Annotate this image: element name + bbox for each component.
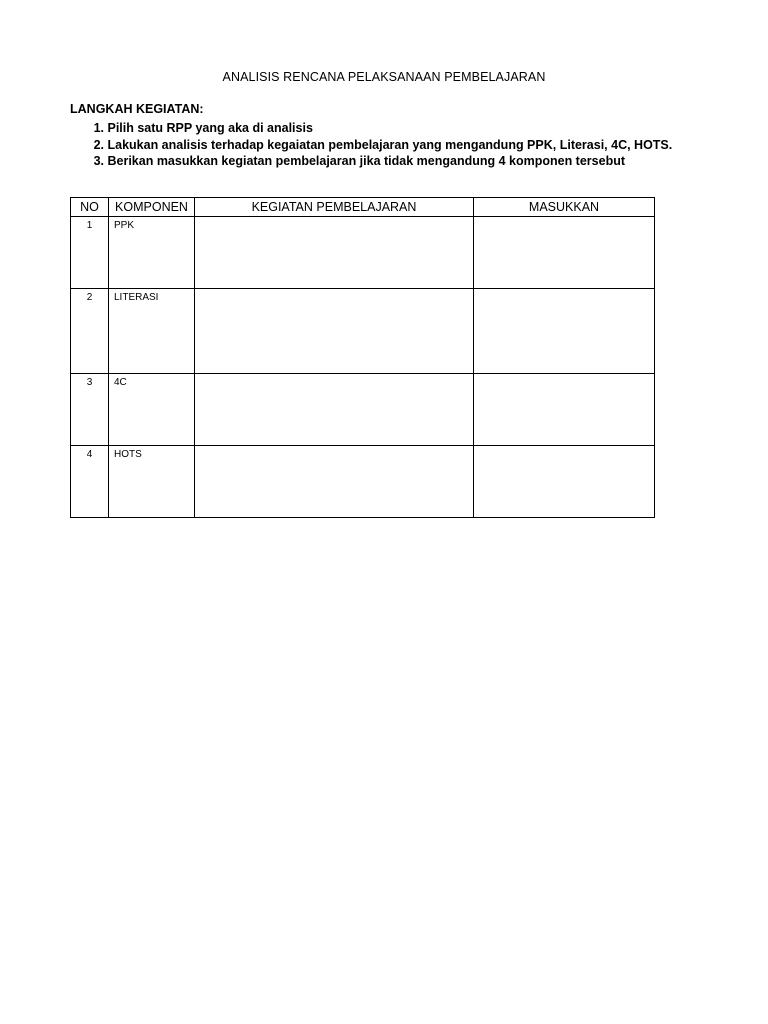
step-item bbox=[70, 137, 672, 154]
row-masukkan-cell[interactable] bbox=[474, 374, 655, 446]
header-kegiatan: KEGIATAN PEMBELAJARAN bbox=[195, 198, 474, 217]
table-header-row bbox=[71, 198, 655, 217]
step-number: 3. bbox=[93, 154, 104, 168]
row-komponen: PPK bbox=[109, 217, 195, 289]
step-number: 1. bbox=[93, 121, 104, 135]
row-no: 3 bbox=[71, 374, 109, 446]
row-masukkan-cell[interactable] bbox=[474, 446, 655, 518]
step-text: Lakukan analisis terhadap kegaiatan pembelajaran yang mengandung PPK, Literasi, 4C, HOTS. bbox=[107, 137, 673, 152]
row-no: 4 bbox=[71, 446, 109, 518]
header-komponen: KOMPONEN bbox=[109, 198, 195, 217]
step-text: Pilih satu RPP yang aka di analisis bbox=[107, 121, 313, 135]
steps-heading: LANGKAH KEGIATAN: bbox=[70, 102, 204, 116]
row-kegiatan-cell[interactable] bbox=[195, 374, 474, 446]
step-text: Berikan masukkan kegiatan pembelajaran jika tidak mengandung 4 komponen tersebut bbox=[107, 154, 626, 168]
row-no: 1 bbox=[71, 217, 109, 289]
header-masukkan: MASUKKAN bbox=[474, 198, 655, 217]
table-row bbox=[71, 446, 655, 518]
row-kegiatan-cell[interactable] bbox=[195, 446, 474, 518]
step-number: 2. bbox=[93, 137, 104, 152]
document-title: ANALISIS RENCANA PELAKSANAAN PEMBELAJARAN bbox=[222, 70, 546, 84]
row-komponen: HOTS bbox=[109, 446, 195, 518]
table-row bbox=[71, 217, 655, 289]
row-masukkan-cell[interactable] bbox=[474, 217, 655, 289]
steps-list bbox=[70, 120, 672, 170]
row-komponen: LITERASI bbox=[109, 289, 195, 374]
table-row bbox=[71, 289, 655, 374]
step-item bbox=[70, 153, 672, 170]
row-kegiatan-cell[interactable] bbox=[195, 289, 474, 374]
row-no: 2 bbox=[71, 289, 109, 374]
row-masukkan-cell[interactable] bbox=[474, 289, 655, 374]
step-item bbox=[70, 120, 672, 137]
header-no: NO bbox=[71, 198, 109, 217]
analysis-table bbox=[70, 197, 655, 518]
row-kegiatan-cell[interactable] bbox=[195, 217, 474, 289]
row-komponen: 4C bbox=[109, 374, 195, 446]
table-row bbox=[71, 374, 655, 446]
